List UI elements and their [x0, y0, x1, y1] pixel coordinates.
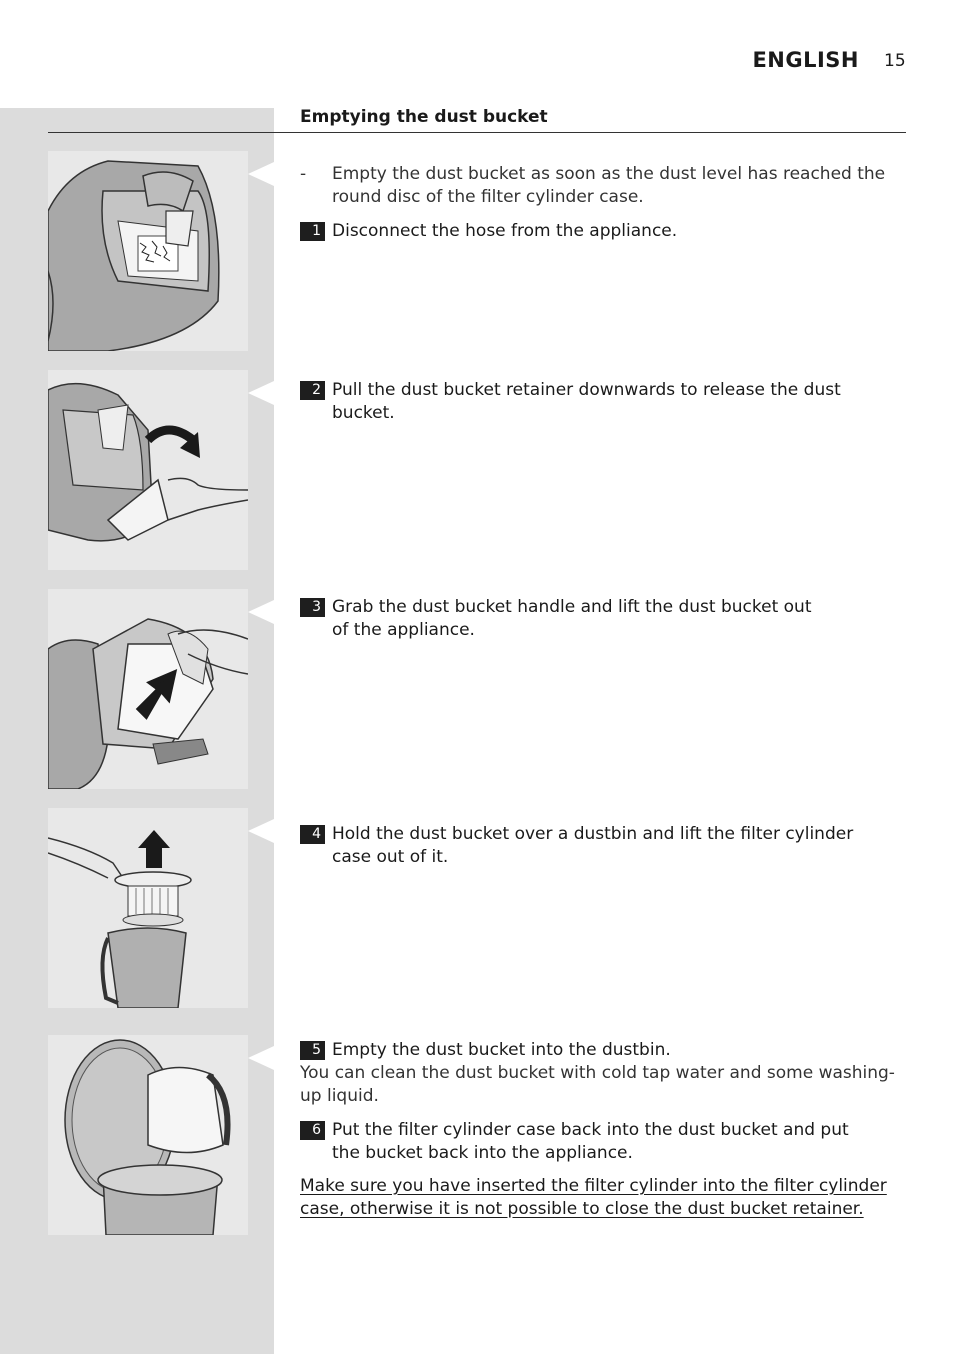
section-divider	[48, 132, 906, 133]
step-2	[300, 379, 900, 425]
step-number: 6	[300, 1121, 325, 1140]
step-1	[300, 220, 900, 243]
step-6	[300, 1119, 880, 1165]
step-text: Hold the dust bucket over a dustbin and lift the filter cylinder case out of it.	[332, 824, 854, 867]
step-text: Disconnect the hose from the appliance.	[332, 221, 678, 241]
vacuum-with-dust-icon	[48, 151, 248, 351]
step-number: 3	[300, 598, 325, 617]
figure-notch	[248, 600, 274, 624]
step-number: 1	[300, 222, 325, 241]
figure-notch	[248, 162, 274, 186]
cleaning-note: You can clean the dust bucket with cold tap water and some washing-up liquid.	[300, 1063, 895, 1106]
page-number: 15	[884, 51, 906, 71]
step-5	[300, 1039, 900, 1062]
lift-bucket-icon	[48, 589, 248, 789]
lift-filter-icon	[48, 808, 248, 1008]
step-3	[300, 596, 830, 642]
language-label: ENGLISH	[752, 48, 859, 72]
figure-notch	[248, 1046, 274, 1070]
step-text: Put the filter cylinder case back into the dust bucket and put the bucket back into the appliance.	[332, 1120, 849, 1163]
step-number: 5	[300, 1041, 325, 1060]
warning-note: Make sure you have inserted the filter cylinder into the filter cylinder case, otherwise it is not possible to close the dust bucket retainer.	[300, 1176, 887, 1219]
figure-notch	[248, 381, 274, 405]
step-4	[300, 823, 890, 869]
step-number: 4	[300, 825, 325, 844]
intro-bullet: -	[300, 164, 307, 184]
step-number: 2	[300, 381, 325, 400]
retainer-pull-icon	[48, 370, 248, 570]
figure-notch	[248, 819, 274, 843]
step-text: Pull the dust bucket retainer downwards to release the dust bucket.	[332, 380, 841, 423]
section-title: Emptying the dust bucket	[300, 107, 548, 127]
empty-into-dustbin-icon	[48, 1035, 248, 1235]
step-text: Empty the dust bucket into the dustbin.	[332, 1040, 671, 1060]
step-text: Grab the dust bucket handle and lift the dust bucket out of the appliance.	[332, 597, 812, 640]
intro-text: Empty the dust bucket as soon as the dust level has reached the round disc of the filter cylinder case.	[332, 164, 886, 207]
